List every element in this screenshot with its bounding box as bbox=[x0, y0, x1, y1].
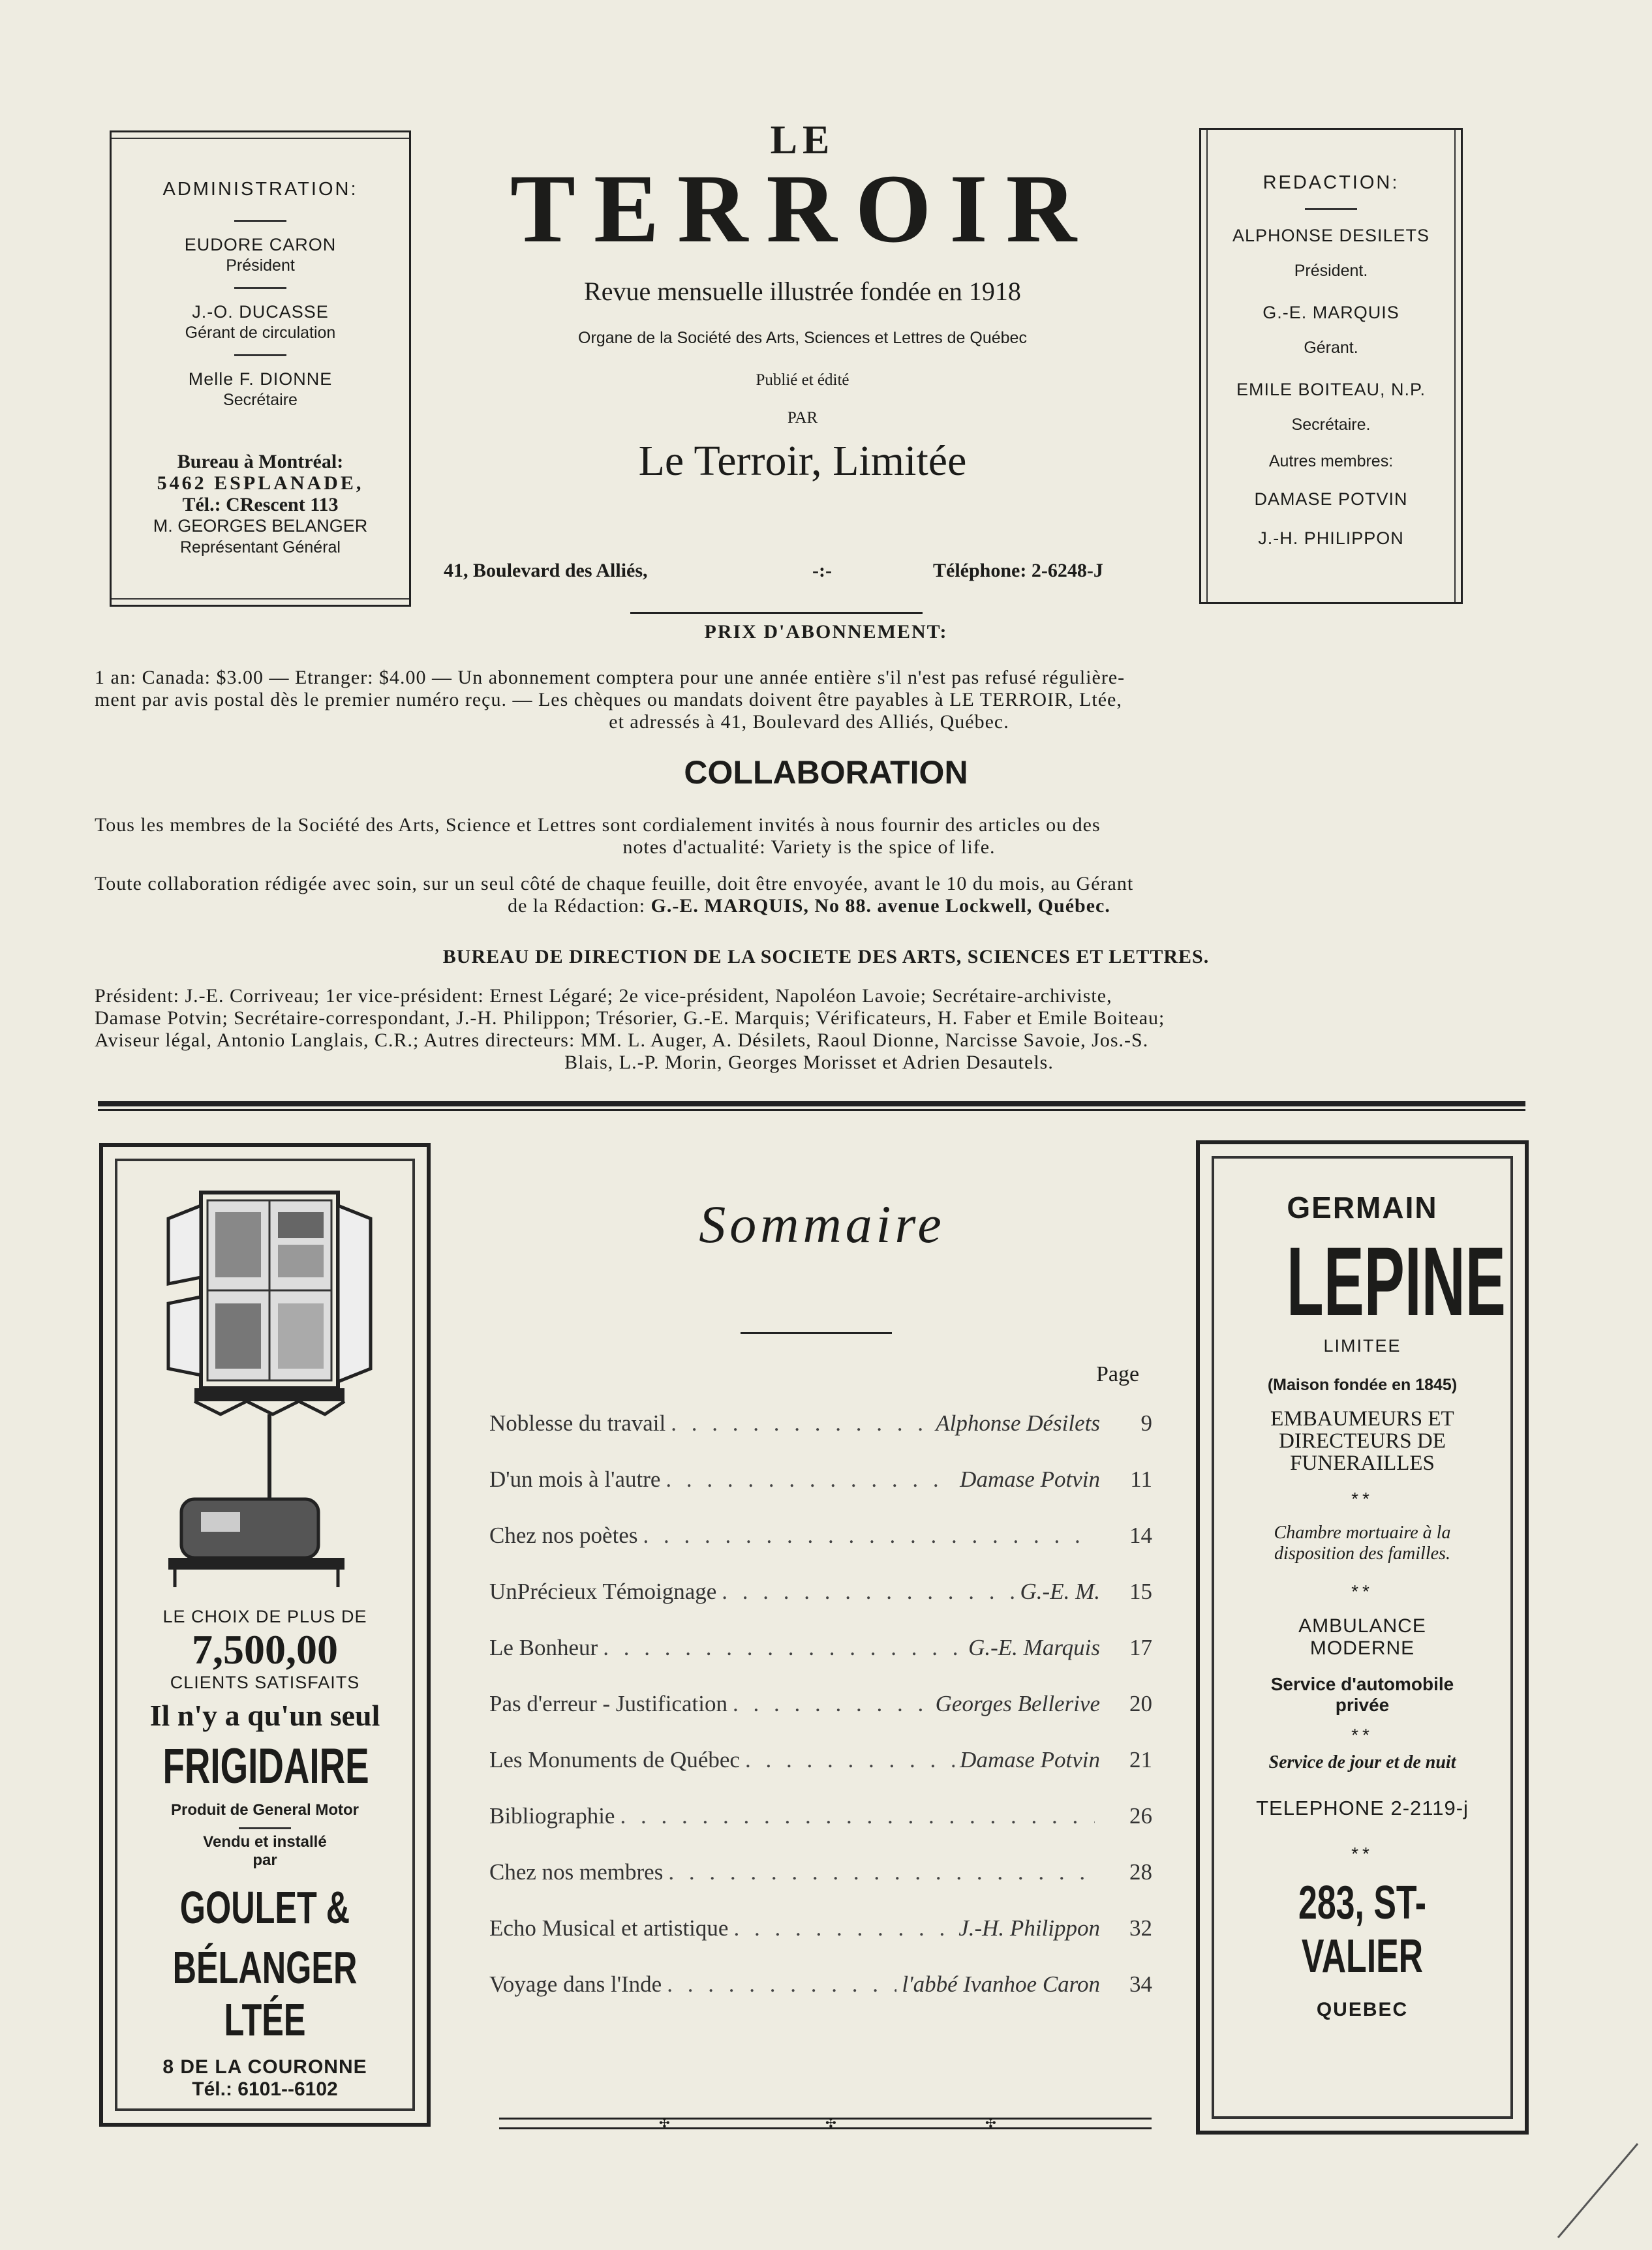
toc-leader-dots bbox=[668, 1859, 1095, 1885]
ad-number: 7,500,00 bbox=[192, 1626, 338, 1673]
redaction-line: EMILE BOITEAU, N.P. bbox=[1236, 380, 1426, 399]
lockwell-address: G.-E. MARQUIS, No 88. avenue Lockwell, Québec. bbox=[650, 895, 1110, 917]
redaction-line: G.-E. MARQUIS bbox=[1262, 303, 1400, 322]
administration-box bbox=[110, 130, 411, 607]
rep-role: Représentant Général bbox=[180, 538, 341, 556]
lepine-day-night: Service de jour et de nuit bbox=[1268, 1752, 1456, 1772]
lepine-trade: EMBAUMEURS ET bbox=[1270, 1407, 1454, 1431]
admin-role: Secrétaire bbox=[223, 391, 298, 409]
toc-leader-dots bbox=[671, 1410, 930, 1437]
redaction-line: DAMASE POTVIN bbox=[1254, 489, 1408, 509]
toc-page-number: 20 bbox=[1129, 1691, 1152, 1716]
toc-leader-dots bbox=[665, 1467, 955, 1493]
ad-product: Produit de General Motor bbox=[170, 1801, 359, 1819]
toc-author: Damase Potvin bbox=[960, 1747, 1100, 1772]
divider bbox=[234, 220, 286, 222]
toc-page-number: 14 bbox=[1129, 1523, 1152, 1548]
toc-page-number: 26 bbox=[1129, 1803, 1152, 1829]
lepine-ambulance: MODERNE bbox=[1309, 1637, 1415, 1659]
redaction-line: Gérant. bbox=[1304, 339, 1358, 357]
toc-page-number: 34 bbox=[1129, 1971, 1152, 1997]
collaboration-text bbox=[95, 814, 1523, 917]
toc-page-number: 17 bbox=[1129, 1635, 1152, 1660]
ad-dealer2: BÉLANGER LTÉE bbox=[172, 1942, 358, 2045]
subscription-line: 1 an: Canada: $3.00 — Etranger: $4.00 — Un abonnement comptera pour une année entière s'il n'est pas refusé régulière- bbox=[95, 667, 1125, 688]
stars: ** bbox=[1351, 1489, 1373, 1509]
administration-heading: ADMINISTRATION: bbox=[162, 179, 358, 200]
toc-entry bbox=[489, 1410, 1152, 1447]
lepine-chamber: Chambre mortuaire à la bbox=[1274, 1523, 1451, 1543]
redaction-line: Président. bbox=[1294, 262, 1368, 280]
masthead-separator: -:- bbox=[812, 560, 832, 581]
toc-leader-dots bbox=[620, 1803, 1095, 1829]
divider bbox=[1305, 208, 1357, 210]
ad-dealer1: GOULET & bbox=[179, 1882, 350, 1933]
toc-title: Chez nos membres bbox=[489, 1859, 664, 1885]
bureau-line: Aviseur légal, Antonio Langlais, C.R.; Autres directeurs: MM. L. Auger, A. Désilets, Raoul Dionne, Narcisse Savoie, Jos.-S. bbox=[95, 1029, 1149, 1051]
subscription-heading: PRIX D'ABONNEMENT: bbox=[704, 621, 948, 643]
bureau-text bbox=[95, 985, 1523, 1074]
bureau-heading: BUREAU DE DIRECTION DE LA SOCIETE DES ARTS, SCIENCES ET LETTRES. bbox=[442, 946, 1210, 967]
corner-mark bbox=[1553, 2140, 1644, 2244]
masthead-published: Publié et édité bbox=[756, 371, 849, 389]
ad-choice: LE CHOIX DE PLUS DE bbox=[162, 1607, 367, 1626]
sommaire-heading: Sommaire bbox=[699, 1194, 945, 1254]
toc-entry bbox=[489, 1915, 1152, 1952]
admin-role: Gérant de circulation bbox=[185, 324, 336, 342]
toc-page-number: 21 bbox=[1129, 1747, 1152, 1772]
redaction-line: ALPHONSE DESILETS bbox=[1232, 226, 1430, 245]
toc-leader-dots bbox=[722, 1579, 1015, 1605]
admin-name: EUDORE CARON bbox=[184, 235, 337, 254]
toc-title: D'un mois à l'autre bbox=[489, 1467, 661, 1492]
lepine-first: GERMAIN bbox=[1287, 1191, 1438, 1224]
bureau-line: Blais, L.-P. Morin, Georges Morisset et Adrien Desautels. bbox=[564, 1052, 1054, 1073]
bureau-line: Président: J.-E. Corriveau; 1er vice-président: Ernest Légaré; 2e vice-président, Napoléon Lavoie; Secrétaire-archiviste, bbox=[95, 985, 1112, 1007]
toc-author: Georges Bellerive bbox=[935, 1691, 1100, 1716]
toc-title: Les Monuments de Québec bbox=[489, 1747, 740, 1772]
refrigerator-illustration bbox=[155, 1186, 390, 1590]
lepine-founded: (Maison fondée en 1845) bbox=[1267, 1376, 1458, 1394]
collaboration-line: Tous les membres de la Société des Arts, Science et Lettres sont cordialement invités à nous fournir des articles ou des bbox=[95, 814, 1101, 836]
frigidaire-ad bbox=[99, 1143, 431, 2127]
lepine-ad bbox=[1196, 1140, 1529, 2135]
toc-leader-dots bbox=[733, 1691, 930, 1717]
divider bbox=[234, 354, 286, 356]
redaction-line: Secrétaire. bbox=[1291, 416, 1371, 434]
lepine-ambulance: AMBULANCE bbox=[1298, 1615, 1426, 1637]
toc-title: Bibliographie bbox=[489, 1803, 615, 1829]
office-phone: Tél.: CRescent 113 bbox=[182, 494, 339, 515]
stars: ** bbox=[1351, 1844, 1373, 1864]
masthead-le: LE bbox=[770, 118, 835, 162]
ad-phone: Tél.: 6101--6102 bbox=[192, 2078, 338, 2100]
toc-title: Chez nos poètes bbox=[489, 1523, 638, 1548]
masthead-company: Le Terroir, Limitée bbox=[638, 437, 967, 485]
masthead bbox=[431, 117, 1174, 486]
lepine-trade: FUNERAILLES bbox=[1290, 1452, 1435, 1475]
toc-title: UnPrécieux Témoignage bbox=[489, 1579, 717, 1604]
lepine-chamber: disposition des familles. bbox=[1274, 1543, 1450, 1564]
toc-page-number: 11 bbox=[1130, 1467, 1152, 1492]
admin-name: Melle F. DIONNE bbox=[188, 369, 333, 389]
toc-title: Voyage dans l'Inde bbox=[489, 1971, 662, 1997]
toc-entry bbox=[489, 1859, 1152, 1896]
toc-title: Noblesse du travail bbox=[489, 1410, 666, 1436]
collaboration-line: Toute collaboration rédigée avec soin, sur un seul côté de chaque feuille, doit être envoyée, avant le 10 du mois, au Gérant bbox=[95, 873, 1134, 894]
sommaire-rule bbox=[741, 1332, 892, 1334]
lepine-address: 283, ST-VALIER bbox=[1298, 1877, 1426, 1983]
toc-entry bbox=[489, 1971, 1152, 2008]
collaboration-heading: COLLABORATION bbox=[684, 754, 968, 791]
subscription-line: ment par avis postal dès le premier numéro reçu. — Les chèques ou mandats doivent être payables à LE TERROIR, Ltée, bbox=[95, 689, 1122, 710]
toc-page-number: 28 bbox=[1129, 1859, 1152, 1885]
toc-title: Echo Musical et artistique bbox=[489, 1915, 729, 1941]
toc-entry bbox=[489, 1467, 1152, 1503]
stars: ** bbox=[1351, 1725, 1373, 1745]
toc-entry bbox=[489, 1803, 1152, 1840]
ad-par: par bbox=[252, 1851, 277, 1869]
ad-only: Il n'y a qu'un seul bbox=[149, 1699, 380, 1732]
masthead-phone: Téléphone: 2-6248-J bbox=[933, 560, 1103, 581]
masthead-address: 41, Boulevard des Alliés, bbox=[444, 560, 648, 581]
toc-page-number: 32 bbox=[1129, 1915, 1152, 1941]
masthead-title: TERROIR bbox=[510, 155, 1095, 263]
collaboration-line bbox=[95, 895, 1523, 917]
lepine-service: privée bbox=[1335, 1695, 1390, 1715]
lepine-service: Service d'automobile bbox=[1270, 1674, 1454, 1694]
admin-role: Président bbox=[226, 256, 295, 275]
toc-leader-dots bbox=[603, 1635, 963, 1661]
collaboration-text-span: de la Rédaction: bbox=[508, 895, 646, 917]
subscription-line: et adressés à 41, Boulevard des Alliés, Québec. bbox=[609, 711, 1009, 733]
toc-author: G.-E. M. bbox=[1020, 1579, 1100, 1604]
divider bbox=[239, 1827, 291, 1829]
rep-name: M. GEORGES BELANGER bbox=[153, 516, 368, 536]
redaction-heading: REDACTION: bbox=[1262, 172, 1400, 193]
toc-page-number: 9 bbox=[1140, 1410, 1152, 1436]
toc-leader-dots bbox=[733, 1915, 953, 1941]
masthead-organ: Organe de la Société des Arts, Sciences et Lettres de Québec bbox=[578, 329, 1027, 347]
toc-entry bbox=[489, 1747, 1152, 1784]
toc-entry bbox=[489, 1523, 1152, 1559]
toc-page-number: 15 bbox=[1129, 1579, 1152, 1604]
section-rule bbox=[98, 1109, 1525, 1111]
toc-author: Alphonse Désilets bbox=[936, 1410, 1100, 1436]
subscription-text bbox=[95, 667, 1523, 733]
toc-author: G.-E. Marquis bbox=[968, 1635, 1100, 1660]
redaction-line: J.-H. PHILIPPON bbox=[1258, 528, 1404, 548]
divider bbox=[234, 287, 286, 289]
toc-entry bbox=[489, 1579, 1152, 1615]
redaction-box bbox=[1199, 128, 1463, 604]
toc-entry bbox=[489, 1635, 1152, 1671]
lepine-limitee: LIMITEE bbox=[1323, 1336, 1401, 1356]
office-address: 5462 ESPLANADE, bbox=[157, 472, 364, 494]
toc-leader-dots bbox=[643, 1523, 1095, 1549]
lepine-name: LEPINE bbox=[1286, 1226, 1506, 1336]
ad-clients: CLIENTS SATISFAITS bbox=[170, 1673, 360, 1692]
masthead-subtitle: Revue mensuelle illustrée fondée en 1918 bbox=[584, 277, 1021, 306]
ornamental-rule: ✣ ✣ ✣ bbox=[499, 2116, 1152, 2131]
section-rule bbox=[98, 1101, 1525, 1106]
toc-title: Pas d'erreur - Justification bbox=[489, 1691, 727, 1716]
masthead-par: PAR bbox=[787, 409, 818, 427]
toc-leader-dots bbox=[745, 1747, 955, 1773]
office-label: Bureau à Montréal: bbox=[177, 451, 344, 472]
toc-entry bbox=[489, 1691, 1152, 1727]
toc-author: Damase Potvin bbox=[960, 1467, 1100, 1492]
collaboration-line: notes d'actualité: Variety is the spice of life. bbox=[622, 836, 996, 858]
toc-title: Le Bonheur bbox=[489, 1635, 598, 1660]
lepine-city: QUEBEC bbox=[1316, 1999, 1409, 2020]
stars: ** bbox=[1351, 1581, 1373, 1602]
rule bbox=[630, 612, 923, 614]
ad-sold: Vendu et installé bbox=[203, 1833, 327, 1851]
lepine-phone: TELEPHONE 2-2119-j bbox=[1256, 1797, 1469, 1819]
ad-address: 8 DE LA COURONNE bbox=[162, 2056, 367, 2078]
toc-author: l'abbé Ivanhoe Caron bbox=[902, 1971, 1100, 1997]
bureau-line: Damase Potvin; Secrétaire-correspondant, J.-H. Philippon; Trésorier, G.-E. Marquis; Vérificateurs, H. Faber et Emile Boiteau; bbox=[95, 1007, 1165, 1029]
toc-leader-dots bbox=[667, 1971, 896, 1998]
frigidaire-brand: FRIGIDAIRE bbox=[162, 1739, 369, 1794]
lepine-trade: DIRECTEURS DE bbox=[1279, 1429, 1446, 1453]
page-label: Page bbox=[1096, 1362, 1140, 1386]
redaction-line: Autres membres: bbox=[1268, 452, 1394, 470]
toc-author: J.-H. Philippon bbox=[958, 1915, 1100, 1941]
admin-name: J.-O. DUCASSE bbox=[192, 302, 329, 322]
